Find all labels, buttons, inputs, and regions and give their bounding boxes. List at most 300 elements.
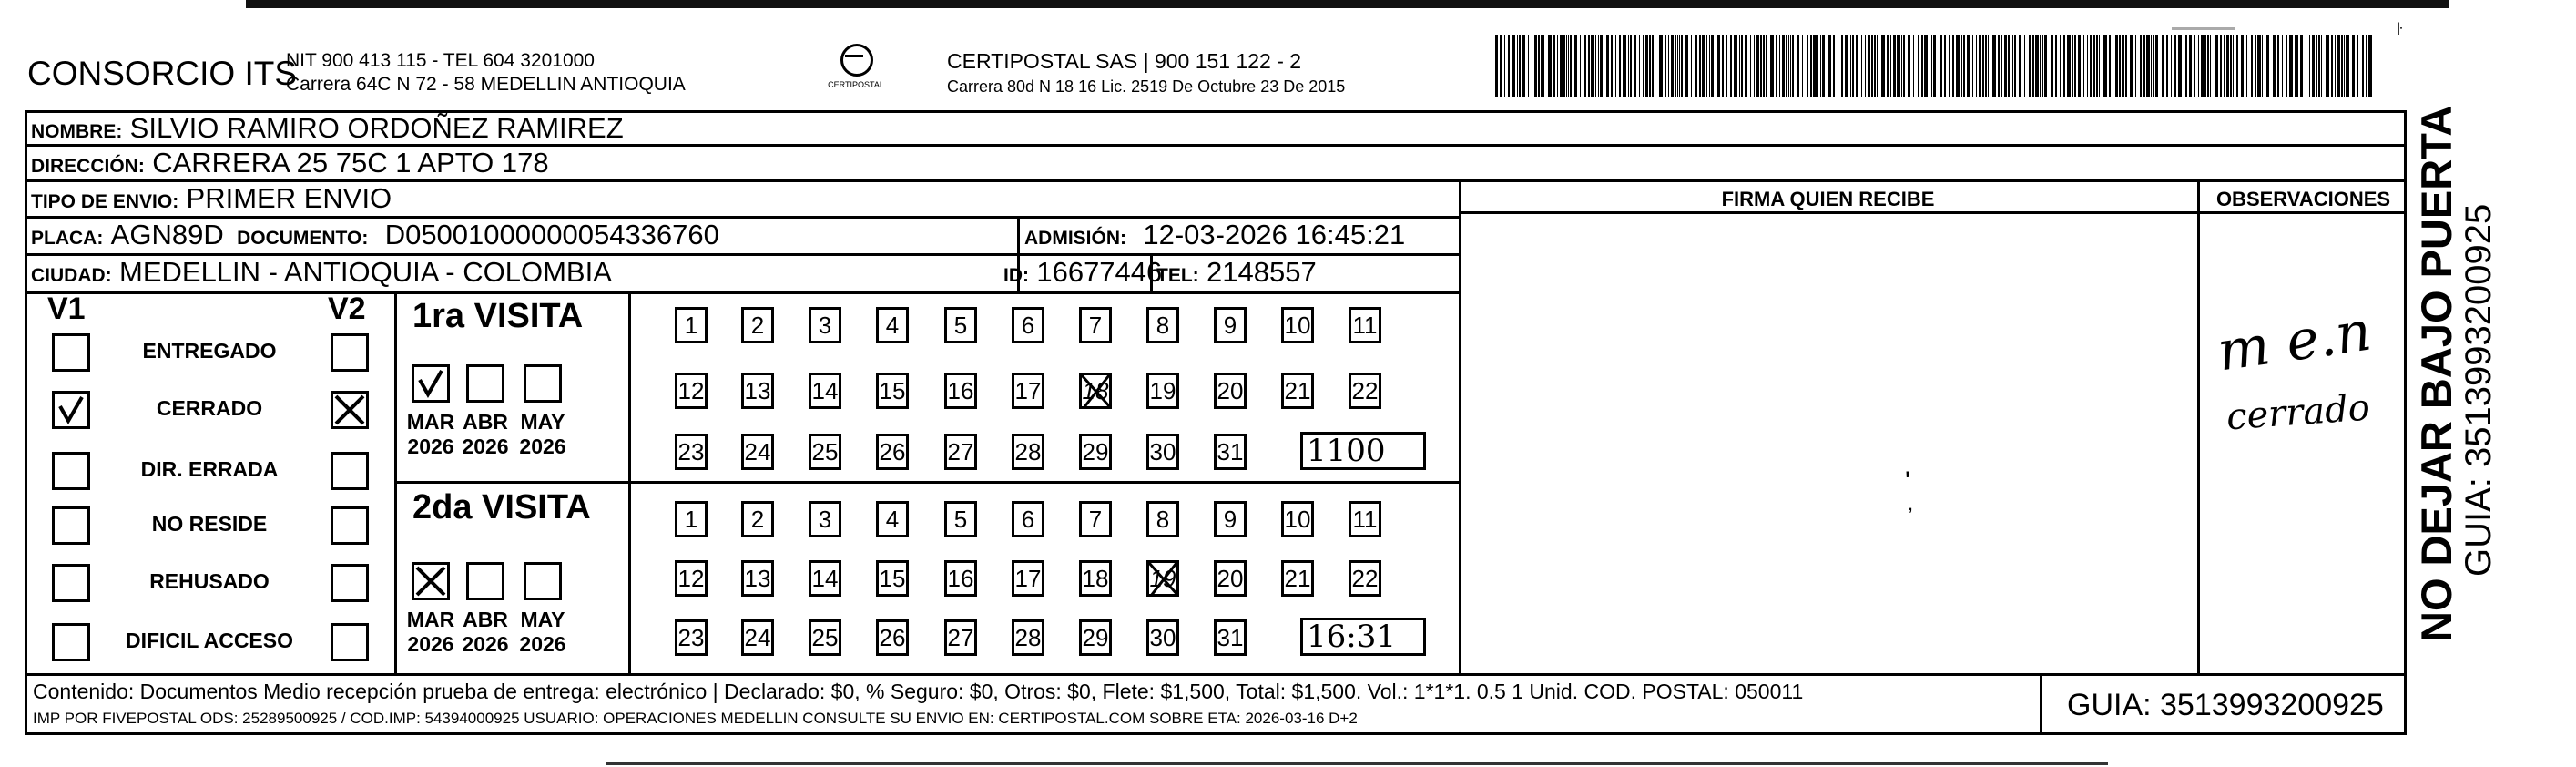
barcode-bar [1639, 35, 1640, 97]
visit2-day-22[interactable]: 22 [1349, 560, 1381, 597]
barcode-bar [2347, 35, 2349, 97]
barcode-bar [2072, 35, 2073, 97]
v2-checkbox-dir-errada[interactable] [331, 452, 369, 490]
barcode-bar [2201, 35, 2204, 97]
visit1-day-4[interactable]: 4 [876, 307, 909, 343]
barcode-bar [2008, 35, 2010, 97]
visit1-day-17[interactable]: 17 [1012, 373, 1044, 409]
visit1-day-22[interactable]: 22 [1349, 373, 1381, 409]
visit2-month-checkbox-mar[interactable] [412, 562, 450, 600]
barcode-bar [1649, 35, 1651, 97]
visit2-day-28[interactable]: 28 [1012, 619, 1044, 656]
barcode-bar [2257, 35, 2261, 97]
barcode-bar [1992, 35, 1996, 97]
barcode-bar [2151, 35, 2152, 97]
barcode-bar [2316, 35, 2317, 97]
barcode-bar [1871, 35, 1873, 97]
barcode-bar [2135, 35, 2136, 97]
footer-impresion: IMP POR FIVEPOSTAL ODS: 25289500925 / COD.IMP: 54394000925 USUARIO: OPERACIONES MEDELLIN CONSULTE SU ENVIO EN: CERTIPOSTAL.COM SOBRE ETA: 2026-03-16 D+2 [33, 710, 1358, 727]
barcode-bar [1976, 35, 1977, 97]
barcode-bar [1643, 35, 1644, 97]
visit1-month-label [453, 410, 517, 459]
barcode-bar [1557, 35, 1558, 97]
barcode-bar [2040, 35, 2041, 97]
month-year: 2026 [462, 435, 509, 458]
ciudad-label: CIUDAD: [31, 265, 112, 286]
admision-value: 12-03-2026 16:45:21 [1143, 219, 1406, 251]
barcode-bar [1845, 35, 1848, 97]
visit2-month-checkbox-abr[interactable] [466, 562, 504, 600]
barcode-bar [1817, 35, 1818, 97]
barcode-bar [2344, 35, 2345, 97]
month-year: 2026 [407, 632, 454, 656]
observaciones-header: OBSERVACIONES [2215, 188, 2391, 210]
barcode-bar [1972, 35, 1973, 97]
tel-label: TEL: [1156, 265, 1199, 286]
barcode-bar [1952, 35, 1954, 97]
barcode-bar [1730, 35, 1732, 97]
visit1-day-8[interactable]: 8 [1146, 307, 1179, 343]
observacion-handwriting-1: m e.n [2213, 299, 2376, 384]
v1-checkbox-dir-errada[interactable] [52, 452, 90, 490]
status-label[interactable]: DIR. ERRADA [140, 457, 279, 481]
barcode-bar [1763, 35, 1765, 97]
barcode-bar [2368, 35, 2372, 97]
barcode-bar [1584, 35, 1586, 97]
direccion-label: DIRECCIÓN: [31, 156, 145, 177]
barcode-bar [1517, 35, 1518, 97]
visit2-day-3[interactable]: 3 [809, 501, 841, 537]
barcode-bar [2115, 35, 2118, 97]
barcode-bar [2300, 35, 2303, 97]
barcode-bar [2162, 35, 2164, 97]
v2-header: V2 [328, 291, 366, 326]
barcode-bar [1709, 35, 1710, 97]
visit1-day-2[interactable]: 2 [741, 307, 774, 343]
barcode-bar [1543, 35, 1544, 97]
barcode-bar [1691, 35, 1692, 97]
v1-checkbox-entregado[interactable] [52, 333, 90, 372]
barcode-bar [1504, 35, 1505, 97]
visit1-day-12[interactable]: 12 [675, 373, 708, 409]
month-name: MAR [406, 410, 455, 434]
barcode-bar [1893, 35, 1896, 97]
id-cell [1003, 256, 1162, 289]
barcode-bar [2204, 35, 2206, 97]
barcode-bar [1756, 35, 1759, 97]
visit2-day-23[interactable]: 23 [675, 619, 708, 656]
barcode-bar [1901, 35, 1902, 97]
barcode-bar [2198, 35, 2199, 97]
visit2-day-24[interactable]: 24 [741, 619, 774, 656]
visit2-day-5[interactable]: 5 [944, 501, 977, 537]
barcode-bar [2093, 35, 2095, 97]
barcode-bar [1645, 35, 1648, 97]
visit1-month-checkbox-abr[interactable] [466, 364, 504, 403]
barcode-bar [1699, 35, 1701, 97]
barcode-bar [1595, 35, 1596, 97]
visit2-day-27[interactable]: 27 [944, 619, 977, 656]
barcode-bar [1940, 35, 1942, 97]
visit2-time-box[interactable]: 16:31 [1300, 618, 1426, 656]
visit1-day-25[interactable]: 25 [809, 434, 841, 470]
admision-cell [1024, 219, 1405, 251]
status-label[interactable]: CERRADO [156, 396, 263, 420]
visit1-day-10[interactable]: 10 [1281, 307, 1314, 343]
month-year: 2026 [407, 435, 454, 458]
barcode-bar [2074, 35, 2076, 97]
barcode-bar [1766, 35, 1767, 97]
barcode-bar [1921, 35, 1923, 97]
barcode-bar [1982, 35, 1984, 97]
barcode-bar [1931, 35, 1932, 97]
visit1-day-3[interactable]: 3 [809, 307, 841, 343]
visit1-day-20[interactable]: 20 [1214, 373, 1247, 409]
visit1-day-29[interactable]: 29 [1079, 434, 1112, 470]
barcode-bar [1681, 35, 1683, 97]
barcode-bar [2078, 35, 2081, 97]
barcode-bar [2309, 35, 2310, 97]
visit1-day-26[interactable]: 26 [876, 434, 909, 470]
barcode-bar [1782, 35, 1785, 97]
visit1-day-16[interactable]: 16 [944, 373, 977, 409]
barcode-bar [1918, 35, 1919, 97]
barcode-bar [2295, 35, 2296, 97]
direccion-value: CARRERA 25 75C 1 APTO 178 [152, 147, 549, 179]
barcode-bar [2246, 35, 2247, 97]
month-name: MAY [520, 608, 565, 631]
barcode-bar [2055, 35, 2057, 97]
barcode-bar [2083, 35, 2084, 97]
visit1-day-5[interactable]: 5 [944, 307, 977, 343]
v2-checkbox-rehusado[interactable] [331, 564, 369, 602]
ciudad-row [31, 256, 612, 289]
barcode-bar [2341, 35, 2343, 97]
barcode-bar [1988, 35, 1989, 97]
v1-checkbox-cerrado[interactable] [52, 391, 90, 429]
visit1-month-checkbox-mar[interactable] [412, 364, 450, 403]
v2-checkbox-no-reside[interactable] [331, 506, 369, 545]
barcode-bar [2335, 35, 2336, 97]
barcode-bar [2266, 35, 2269, 97]
barcode-bar [1797, 35, 1799, 97]
barcode-bar [2236, 35, 2238, 97]
nombre-value: SILVIO RAMIRO ORDOÑEZ RAMIREZ [129, 112, 624, 144]
visit1-day-23[interactable]: 23 [675, 434, 708, 470]
visit1-day-24[interactable]: 24 [741, 434, 774, 470]
visit2-day-14[interactable]: 14 [809, 560, 841, 597]
barcode-bar [1512, 35, 1515, 97]
barcode-bar [1874, 35, 1876, 97]
barcode-bar [2109, 35, 2111, 97]
barcode-bar [1865, 35, 1866, 97]
documento-value: D05001000000054336760 [384, 219, 719, 251]
barcode-bar [1711, 35, 1714, 97]
visit1-day-14[interactable]: 14 [809, 373, 841, 409]
barcode [1495, 35, 2378, 97]
barcode-bar [1788, 35, 1789, 97]
logo-circle-icon [840, 44, 873, 77]
barcode-bar [2321, 35, 2322, 97]
barcode-bar [1956, 35, 1960, 97]
firma-header: FIRMA QUIEN RECIBE [1721, 188, 1935, 210]
barcode-bar [1985, 35, 1987, 97]
barcode-bar [2277, 35, 2279, 97]
certipostal-name: CERTIPOSTAL SAS | 900 151 122 - 2 [947, 49, 1302, 73]
barcode-bar [2087, 35, 2088, 97]
visit1-day-9[interactable]: 9 [1214, 307, 1247, 343]
ciudad-value: MEDELLIN - ANTIOQUIA - COLOMBIA [119, 256, 612, 288]
visit2-day-10[interactable]: 10 [1281, 501, 1314, 537]
barcode-bar [1779, 35, 1780, 97]
barcode-bar [2241, 35, 2244, 97]
barcode-bar [1967, 35, 1970, 97]
visit2-day-25[interactable]: 25 [809, 619, 841, 656]
visit2-day-30[interactable]: 30 [1146, 619, 1179, 656]
month-name: ABR [463, 608, 508, 631]
visit1-day-18[interactable]: 18 [1079, 373, 1112, 409]
visit2-day-4[interactable]: 4 [876, 501, 909, 537]
barcode-bar [2318, 35, 2320, 97]
barcode-bar [1665, 35, 1666, 97]
barcode-bar [2362, 35, 2364, 97]
barcode-bar [2001, 35, 2002, 97]
barcode-bar [2090, 35, 2092, 97]
barcode-bar [2024, 35, 2025, 97]
visit2-day-2[interactable]: 2 [741, 501, 774, 537]
direccion-row [31, 147, 549, 179]
barcode-bar [2226, 35, 2229, 97]
barcode-bar [2166, 35, 2168, 97]
visit1-day-30[interactable]: 30 [1146, 434, 1179, 470]
barcode-bar [1671, 35, 1674, 97]
visit2-month-checkbox-may[interactable] [524, 562, 562, 600]
barcode-bar [2251, 35, 2253, 97]
barcode-bar [1580, 35, 1581, 97]
barcode-bar [1630, 35, 1632, 97]
barcode-bar [1598, 35, 1599, 97]
visit2-day-13[interactable]: 13 [741, 560, 774, 597]
visit1-day-28[interactable]: 28 [1012, 434, 1044, 470]
barcode-bar [2140, 35, 2142, 97]
day-marked-cross-icon [1145, 559, 1182, 607]
barcode-bar [1606, 35, 1609, 97]
signature-mark: ' [1905, 466, 1910, 496]
barcode-bar [1588, 35, 1590, 97]
visit2-day-21[interactable]: 21 [1281, 560, 1314, 597]
visit2-day-16[interactable]: 16 [944, 560, 977, 597]
visit2-month-label [453, 608, 517, 657]
barcode-bar [1726, 35, 1727, 97]
barcode-bar [2125, 35, 2127, 97]
barcode-bar [1706, 35, 1707, 97]
barcode-bar [1685, 35, 1688, 97]
scan-edge-top [246, 0, 2449, 8]
barcode-bar [2063, 35, 2065, 97]
visit2-day-1[interactable]: 1 [675, 501, 708, 537]
visit2-day-9[interactable]: 9 [1214, 501, 1247, 537]
barcode-bar [1615, 35, 1616, 97]
barcode-bar [2155, 35, 2158, 97]
barcode-bar [1760, 35, 1762, 97]
visit2-day-11[interactable]: 11 [1349, 501, 1381, 537]
v2-checkbox-dificil-acceso[interactable] [331, 623, 369, 661]
barcode-bar [1822, 35, 1825, 97]
status-label[interactable]: NO RESIDE [151, 512, 268, 536]
barcode-bar [1833, 35, 1835, 97]
barcode-bar [1600, 35, 1603, 97]
barcode-bar [1519, 35, 1521, 97]
v1-checkbox-rehusado[interactable] [52, 564, 90, 602]
visit2-day-26[interactable]: 26 [876, 619, 909, 656]
placa-value: AGN89D [110, 219, 224, 251]
visit1-day-27[interactable]: 27 [944, 434, 977, 470]
no-dejar-warning: NO DEJAR BAJO PUERTA [2412, 105, 2460, 642]
visit1-day-13[interactable]: 13 [741, 373, 774, 409]
tipo-envio-label: TIPO DE ENVIO: [31, 191, 179, 212]
nombre-row [31, 112, 624, 145]
barcode-bar [2331, 35, 2333, 97]
month-year: 2026 [519, 435, 566, 458]
v1-checkbox-no-reside[interactable] [52, 506, 90, 545]
visit2-day-6[interactable]: 6 [1012, 501, 1044, 537]
visit2-day-20[interactable]: 20 [1214, 560, 1247, 597]
v2-checkbox-cerrado[interactable] [331, 391, 369, 429]
barcode-bar [1534, 35, 1537, 97]
barcode-bar [2273, 35, 2276, 97]
barcode-bar [1591, 35, 1594, 97]
barcode-bar [1679, 35, 1680, 97]
barcode-bar [1913, 35, 1914, 97]
barcode-bar [1528, 35, 1529, 97]
barcode-bar [2122, 35, 2123, 97]
barcode-bar [1574, 35, 1577, 97]
visit1-day-11[interactable]: 11 [1349, 307, 1381, 343]
visit1-month-label [511, 410, 575, 459]
visit1-day-7[interactable]: 7 [1079, 307, 1112, 343]
barcode-bar [1933, 35, 1936, 97]
visit1-day-6[interactable]: 6 [1012, 307, 1044, 343]
visit2-day-17[interactable]: 17 [1012, 560, 1044, 597]
barcode-bar [1908, 35, 1910, 97]
barcode-bar [2255, 35, 2256, 97]
status-label[interactable]: ENTREGADO [142, 339, 277, 363]
barcode-bar [1887, 35, 1889, 97]
barcode-bar [1741, 35, 1743, 97]
barcode-bar [2189, 35, 2192, 97]
status-label[interactable]: DIFICIL ACCESO [125, 629, 293, 652]
barcode-bar [1807, 35, 1808, 97]
visit2-title: 2da VISITA [412, 488, 591, 527]
barcode-bar [1611, 35, 1613, 97]
visit2-day-15[interactable]: 15 [876, 560, 909, 597]
barcode-bar [2096, 35, 2098, 97]
visit1-day-1[interactable]: 1 [675, 307, 708, 343]
barcode-bar [2153, 35, 2154, 97]
barcode-bar [2103, 35, 2107, 97]
tipo-envio-row [31, 182, 392, 215]
barcode-bar [2171, 35, 2172, 97]
barcode-bar [1623, 35, 1626, 97]
barcode-bar [1770, 35, 1774, 97]
company-address: Carrera 64C N 72 - 58 MEDELLIN ANTIOQUIA [286, 74, 686, 95]
barcode-bar [1677, 35, 1678, 97]
certipostal-license: Carrera 80d N 18 16 Lic. 2519 De Octubre 23 De 2015 [947, 77, 1346, 96]
month-name: ABR [463, 410, 508, 434]
barcode-bar [1852, 35, 1854, 97]
month-year: 2026 [519, 632, 566, 656]
placa-documento-row [31, 219, 719, 251]
barcode-bar [1802, 35, 1803, 97]
v2-checkbox-entregado[interactable] [331, 333, 369, 372]
v1-checkbox-dificil-acceso[interactable] [52, 623, 90, 661]
barcode-bar [1538, 35, 1540, 97]
barcode-bar [1998, 35, 2000, 97]
barcode-bar [1963, 35, 1965, 97]
barcode-bar [2357, 35, 2358, 97]
barcode-bar [2352, 35, 2355, 97]
visit2-day-19[interactable]: 19 [1146, 560, 1179, 597]
barcode-bar [1856, 35, 1858, 97]
visit1-day-31[interactable]: 31 [1214, 434, 1247, 470]
barcode-bar [2130, 35, 2133, 97]
visit2-day-7[interactable]: 7 [1079, 501, 1112, 537]
visit1-time-box[interactable]: 1100 [1300, 432, 1426, 470]
barcode-bar [1810, 35, 1812, 97]
barcode-bar [1570, 35, 1572, 97]
barcode-bar [1560, 35, 1563, 97]
footer-contenido: Contenido: Documentos Medio recepción prueba de entrega: electrónico | Declarado: $0, % Seguro: $0, Otros: $0, Flete: $1,500, Total: $1,500. Vol.: 1*1*1. 0.5 1 Unid. COD. POSTAL: 050011 [33, 680, 1804, 703]
visit2-day-31[interactable]: 31 [1214, 619, 1247, 656]
visit1-day-19[interactable]: 19 [1146, 373, 1179, 409]
barcode-bar [1786, 35, 1787, 97]
visit1-day-21[interactable]: 21 [1281, 373, 1314, 409]
barcode-bar [1949, 35, 1950, 97]
id-value: 16677446 [1036, 256, 1163, 288]
barcode-bar [2146, 35, 2150, 97]
barcode-bar [1548, 35, 1552, 97]
barcode-bar [1522, 35, 1525, 97]
barcode-bar [2178, 35, 2182, 97]
barcode-bar [1899, 35, 1900, 97]
barcode-bar [2346, 35, 2347, 97]
barcode-bar [1877, 35, 1878, 97]
barcode-bar [1659, 35, 1663, 97]
barcode-bar [2296, 35, 2298, 97]
barcode-bar [2210, 35, 2211, 97]
certipostal-logo [824, 42, 888, 102]
visit2-day-29[interactable]: 29 [1079, 619, 1112, 656]
visit2-day-12[interactable]: 12 [675, 560, 708, 597]
tipo-envio-value: PRIMER ENVIO [186, 182, 392, 214]
visit2-day-18[interactable]: 18 [1079, 560, 1112, 597]
barcode-bar [2282, 35, 2283, 97]
barcode-bar [2312, 35, 2315, 97]
visit1-day-15[interactable]: 15 [876, 373, 909, 409]
barcode-bar [2366, 35, 2367, 97]
barcode-bar [1868, 35, 1870, 97]
visit2-day-8[interactable]: 8 [1146, 501, 1179, 537]
barcode-bar [2194, 35, 2195, 97]
barcode-bar [2233, 35, 2234, 97]
barcode-bar [1979, 35, 1981, 97]
barcode-bar [2044, 35, 2047, 97]
barcode-bar [2326, 35, 2329, 97]
visit1-month-checkbox-may[interactable] [524, 364, 562, 403]
status-label[interactable]: REHUSADO [149, 569, 270, 593]
barcode-bar [2032, 35, 2034, 97]
barcode-bar [1734, 35, 1737, 97]
